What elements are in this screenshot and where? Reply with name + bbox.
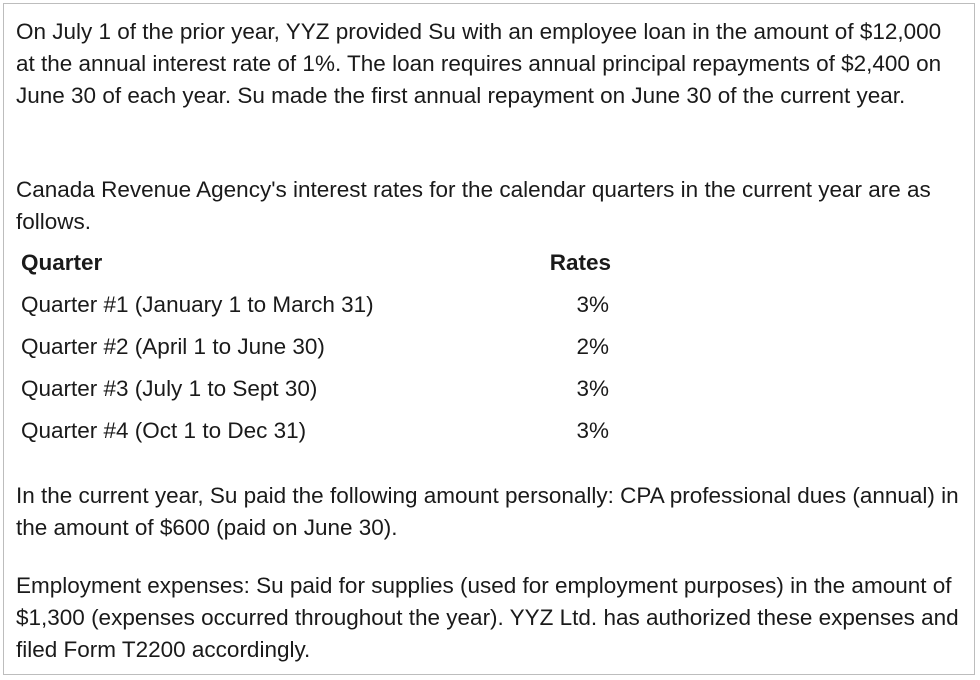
quarter-cell: Quarter #4 (Oct 1 to Dec 31) (21, 418, 307, 443)
quarter-cell: Quarter #2 (April 1 to June 30) (21, 334, 325, 359)
table-row (21, 284, 621, 326)
rate-cell: 3% (576, 376, 609, 401)
cra-rates-intro: Canada Revenue Agency's interest rates for the calendar quarters in the current year are as follows. (16, 177, 931, 234)
employment-expenses-paragraph: Employment expenses: Su paid for supplies (used for employment purposes) in the amount of $1,300 (expenses occurred throughout the year). YYZ Ltd. has authorized these expenses and filed Form T2200 accordingly. (16, 573, 959, 662)
rate-cell: 2% (576, 334, 609, 359)
rate-cell: 3% (576, 418, 609, 443)
table-header-row (21, 242, 621, 284)
table-row (21, 410, 621, 452)
rates-column-header: Rates (549, 250, 611, 275)
interest-rates-table (21, 242, 621, 452)
table-row (21, 326, 621, 368)
table-row (21, 368, 621, 410)
rate-cell: 3% (576, 292, 609, 317)
quarter-cell: Quarter #1 (January 1 to March 31) (21, 292, 374, 317)
loan-paragraph: On July 1 of the prior year, YYZ provided Su with an employee loan in the amount of $12,000 at the annual interest rate of 1%. The loan requires annual principal repayments of $2,400 on June 30 of each year. Su made the first annual repayment on June 30 of the current year. (16, 19, 942, 108)
quarter-cell: Quarter #3 (July 1 to Sept 30) (21, 376, 318, 401)
quarter-column-header: Quarter (21, 250, 103, 275)
professional-dues-paragraph: In the current year, Su paid the following amount personally: CPA professional dues (annual) in the amount of $600 (paid on June 30). (16, 483, 959, 540)
question-panel (3, 3, 975, 675)
